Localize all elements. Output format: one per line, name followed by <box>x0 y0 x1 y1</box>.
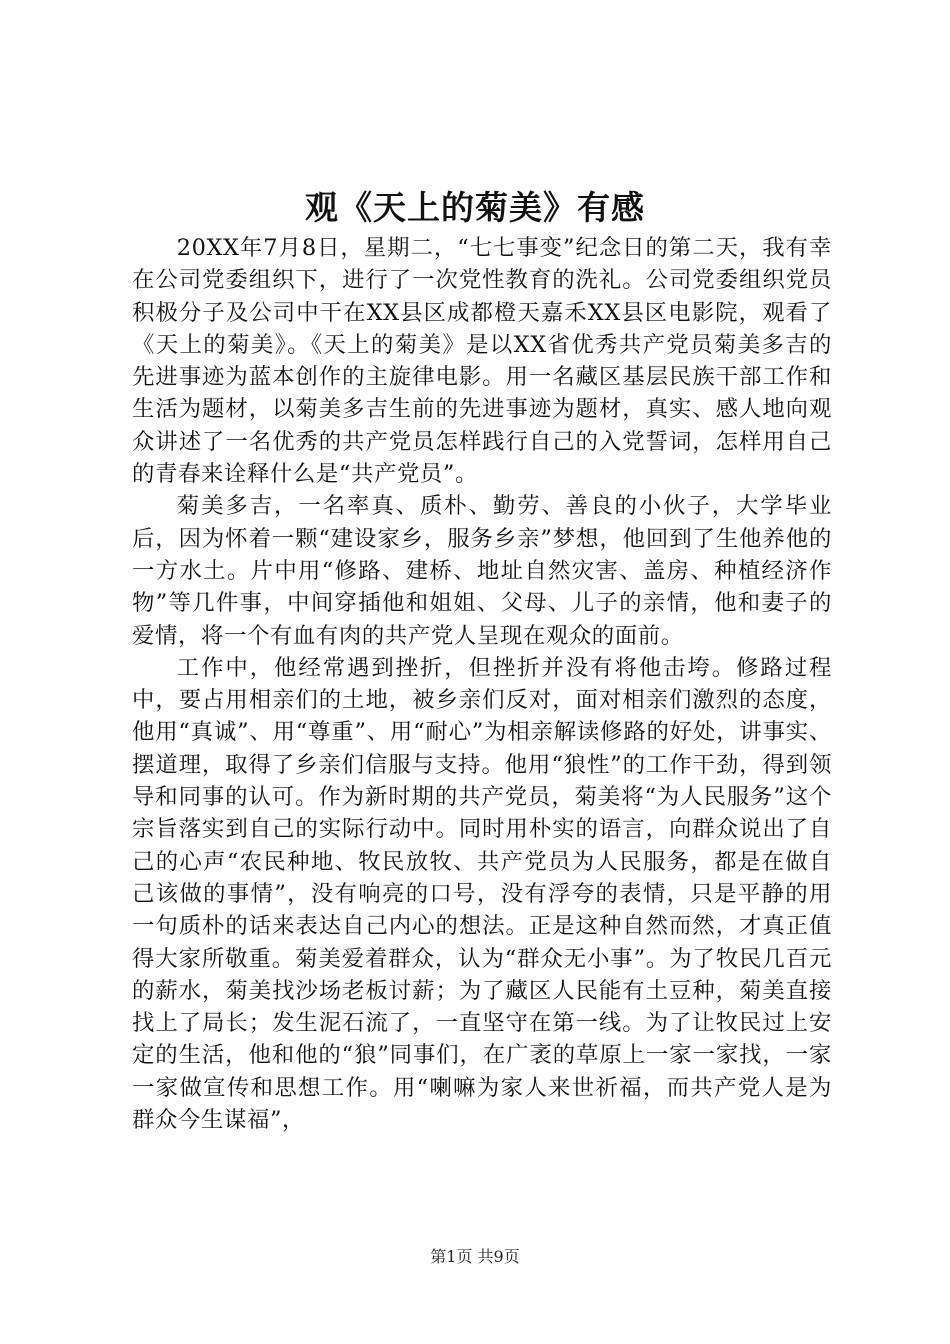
paragraph-2: 菊美多吉，一名率真、质朴、勤劳、善良的小伙子，大学毕业后，因为怀着一颗“建设家乡，服务乡亲”梦想，他回到了生他养他的一方水土。片中用“修路、建桥、地址自然灾害、盖房、种植经济作物”等几件事，中间穿插他和姐姐、父母、儿子的亲情，他和妻子的爱情，将一个有血有肉的共产党人呈现在观众的面前。 <box>132 493 832 649</box>
page-number-label: 第1页 共9页 <box>430 1247 520 1266</box>
document-body <box>132 232 832 1136</box>
page-footer <box>0 1246 950 1268</box>
paragraph-3: 工作中，他经常遇到挫折，但挫折并没有将他击垮。修路过程中，要占用相亲们的土地，被乡亲们反对，面对相亲们激烈的态度，他用“真诚”、用“尊重”、用“耐心”为相亲解读修路的好处，讲事实、摆道理，取得了乡亲们信服与支持。他用“狼性”的工作干劲，得到领导和同事的认可。作为新时期的共产党员，菊美将“为人民服务”这个宗旨落实到自己的实际行动中。同时用朴实的语言，向群众说出了自己的心声“农民种地、牧民放牧、共产党员为人民服务，都是在做自己该做的事情”，没有响亮的口号，没有浮夸的表情，只是平静的用一句质朴的话来表达自己内心的想法。正是这种自然而然，才真正值得大家所敬重。菊美爱着群众，认为“群众无小事”。为了牧民几百元的薪水，菊美找沙场老板讨薪；为了藏区人民能有土豆种，菊美直接找上了局长；发生泥石流了，一直坚守在第一线。为了让牧民过上安定的生活，他和他的“狼”同事们，在广袤的草原上一家一家找，一家一家做宣传和思想工作。用“喇嘛为家人来世祈福，而共产党人是为群众今生谋福”， <box>132 654 832 1134</box>
document-title: 观《天上的菊美》有感 <box>305 188 645 227</box>
paragraph-1: 20XX年7月8日，星期二，“七七事变”纪念日的第二天，我有幸在公司党委组织下，进行了一次党性教育的洗礼。公司党委组织党员积极分子及公司中干在XX县区成都橙天嘉禾XX县区电影院，观看了《天上的菊美》。《天上的菊美》是以XX省优秀共产党员菊美多吉的先进事迹为蓝本创作的主旋律电影。用一名藏区基层民族干部工作和生活为题材，以菊美多吉生前的先进事迹为题材，真实、感人地向观众讲述了一名优秀的共产党员怎样践行自己的入党誓词，怎样用自己的青春来诠释什么是“共产党员”。 <box>132 235 832 488</box>
